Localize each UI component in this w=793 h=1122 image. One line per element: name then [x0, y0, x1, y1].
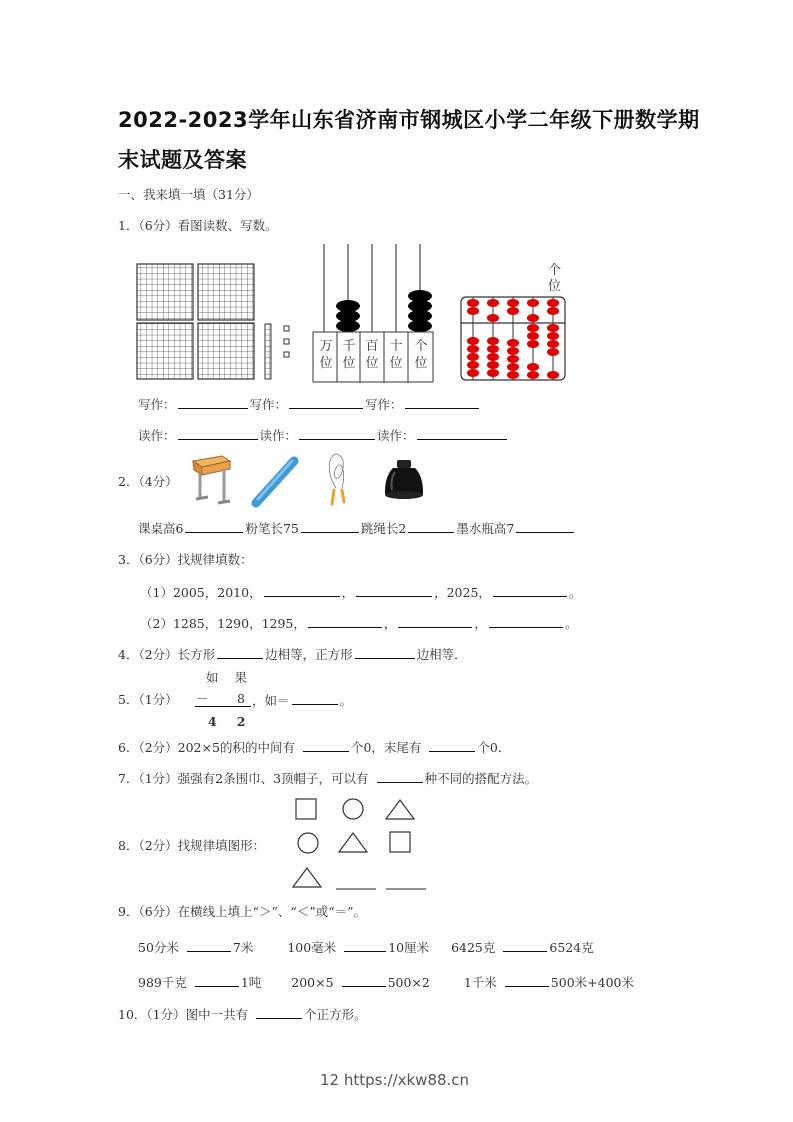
q3-p2-blank-1[interactable] — [308, 615, 382, 628]
q4-row: 4．（2分）长方形 边相等，正方形 边相等． — [118, 647, 467, 662]
chalk-image — [250, 455, 300, 509]
q4-blank-square[interactable] — [355, 646, 415, 659]
q2-stem: 2．（4分） — [118, 474, 178, 489]
triangle-icon — [386, 800, 414, 819]
q6-blank-end[interactable] — [429, 739, 475, 752]
ink-bottle-image — [383, 458, 425, 502]
q9-blank-2[interactable] — [344, 939, 386, 952]
q5-row: 5．（1分） — [118, 692, 178, 707]
q9-row2: 989千克 1吨 200×5 500×2 1千米 500米+400米 — [138, 975, 634, 990]
q3-part1: （1）2005，2010， ， ，2025， 。 — [140, 585, 582, 600]
base-ten-blocks-figure — [135, 262, 295, 382]
shape-pattern-figure — [290, 795, 430, 895]
q3-p1-blank-1[interactable] — [264, 584, 340, 597]
q3-stem: 3．（6分）找规律填数： — [118, 552, 253, 567]
q2-answers-row: 课桌高6 粉笔长75 跳绳长2 墨水瓶高7 — [138, 520, 576, 537]
read-blank-1[interactable] — [178, 427, 258, 440]
circle-icon — [343, 799, 363, 819]
place-label-ge: 个 — [414, 339, 428, 354]
q3-p2-blank-2[interactable] — [398, 615, 472, 628]
q5-result-digits: 4 2 — [208, 714, 246, 729]
jump-rope-image — [322, 452, 352, 510]
q3-part2: （2）1285，1290，1295， ， ， 。 — [140, 616, 578, 631]
q9-blank-3[interactable] — [503, 939, 547, 952]
q10-row: 10．（1分）图中一共有 个正方形。 — [118, 1007, 367, 1022]
q3-p1-blank-2[interactable] — [356, 584, 432, 597]
read-blank-2[interactable] — [299, 427, 375, 440]
read-blank-3[interactable] — [417, 427, 507, 440]
document-title-line2: 末试题及答案 — [118, 148, 247, 172]
square-icon — [296, 799, 316, 819]
desk-height-blank[interactable] — [185, 520, 243, 533]
place-label-shi: 十 — [389, 339, 403, 354]
q5-blank[interactable] — [292, 692, 338, 705]
q3-p1-blank-3[interactable] — [493, 584, 567, 597]
q6-row: 6．（2分）202×5的积的中间有 个0，末尾有 个0． — [118, 740, 511, 755]
triangle-icon — [293, 868, 321, 887]
q9-row1: 50分米 7米 100毫米 10厘米 6425克 6524克 — [138, 940, 594, 955]
chalk-length-blank[interactable] — [301, 520, 359, 533]
q1-read-row: 读作： 读作： 读作： — [138, 427, 509, 444]
place-label-bai: 百 — [365, 339, 379, 354]
desk-image — [190, 453, 232, 507]
counting-frame-figure: 万 位 千 位 百 位 十 位 个 位 — [312, 242, 436, 384]
place-label-qian: 千 — [342, 339, 356, 354]
q3-p2-blank-3[interactable] — [489, 615, 563, 628]
q9-stem: 9．（6分）在横线上填上“＞”、“＜”或“＝”。 — [118, 904, 366, 919]
rope-length-blank[interactable] — [408, 520, 454, 533]
q7-blank[interactable] — [377, 770, 423, 783]
circle-icon — [298, 833, 318, 853]
write-blank-3[interactable] — [405, 396, 479, 409]
q1-stem: 1．（6分）看图读数、写数。 — [118, 218, 278, 233]
write-blank-1[interactable] — [178, 396, 248, 409]
ink-height-blank[interactable] — [516, 520, 574, 533]
abacus-figure — [460, 296, 568, 382]
q5-top-digits: 如 果 — [206, 670, 248, 685]
q6-blank-middle[interactable] — [303, 739, 349, 752]
abacus-ones-label: 个 位 — [548, 263, 562, 294]
q9-blank-1[interactable] — [187, 939, 231, 952]
q8-stem: 8．（2分）找规律填图形： — [118, 838, 266, 853]
q10-blank[interactable] — [256, 1006, 302, 1019]
q9-blank-5[interactable] — [342, 974, 386, 987]
place-label-wan: 万 — [319, 339, 333, 354]
q9-blank-6[interactable] — [505, 974, 549, 987]
section-heading: 一、我来填一填（31分） — [118, 187, 259, 202]
page-footer: 12 https://xkw88.cn — [320, 1071, 470, 1089]
q7-row: 7．（1分）强强有2条围巾、3顶帽子，可以有 种不同的搭配方法。 — [118, 771, 538, 786]
q5-answer: ，如＝ 。 — [252, 693, 353, 708]
square-icon — [390, 832, 410, 852]
triangle-icon — [339, 833, 367, 852]
write-blank-2[interactable] — [289, 396, 363, 409]
q4-blank-rectangle[interactable] — [217, 646, 263, 659]
q5-subtraction-line: － 8 — [195, 691, 251, 707]
q1-write-row: 写作： 写作： 写作： — [138, 396, 481, 413]
q9-blank-4[interactable] — [195, 974, 239, 987]
document-title-line1: 2022-2023学年山东省济南市钢城区小学二年级下册数学期 — [118, 108, 700, 132]
